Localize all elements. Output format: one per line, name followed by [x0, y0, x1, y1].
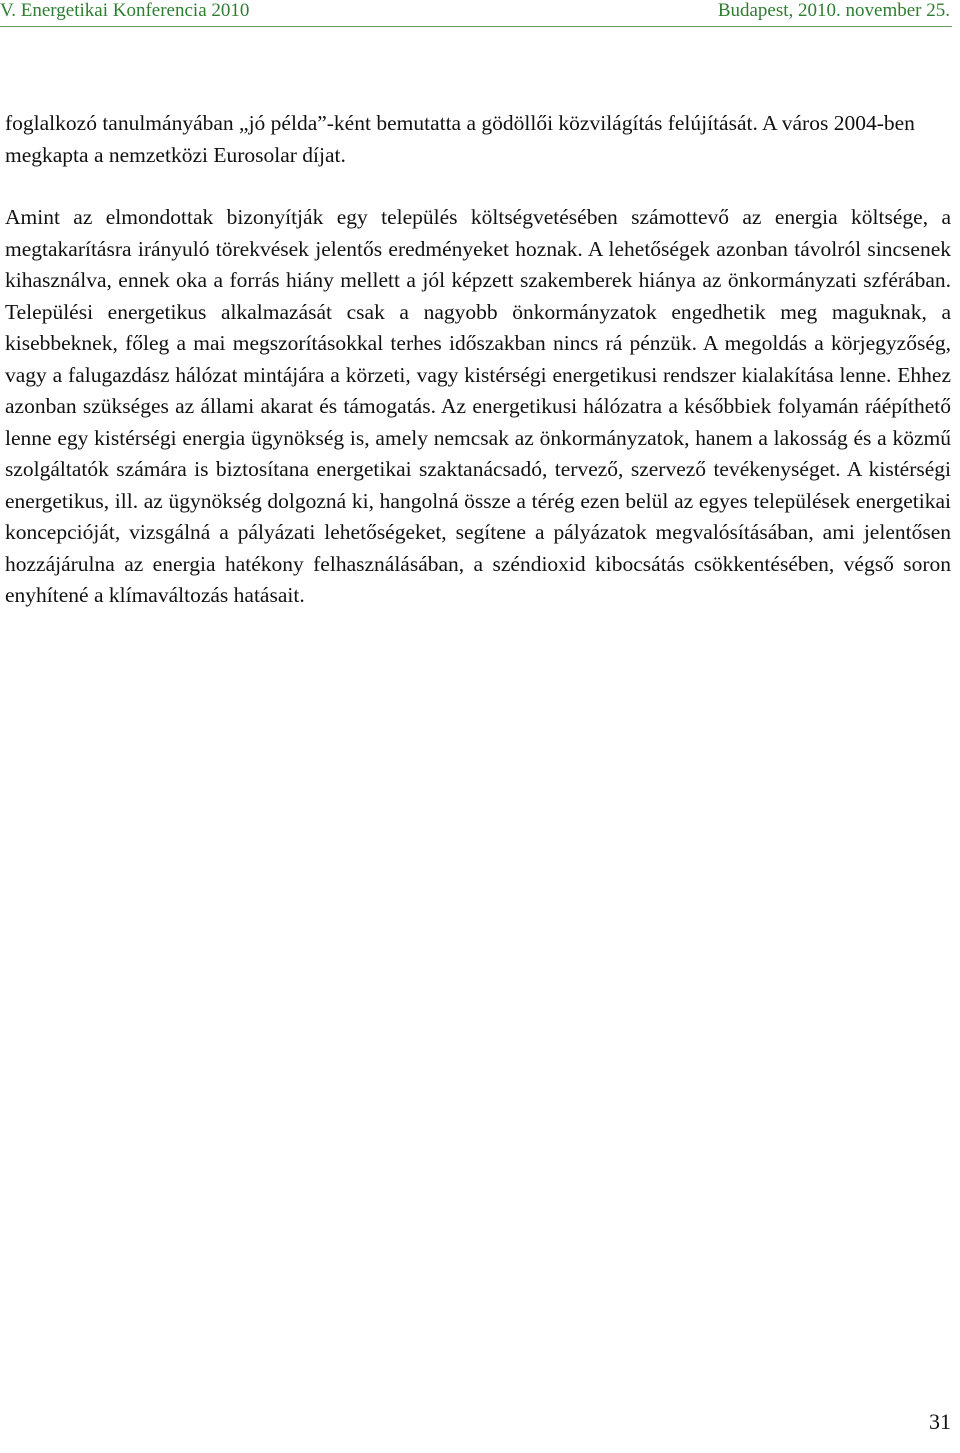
conference-title: V. Energetikai Konferencia 2010	[0, 0, 250, 21]
paragraph-main: Amint az elmondottak bizonyítják egy település költségvetésében számottevő az energia költsége, a megtakarításra irányuló törekvések jelentős eredményeket hoznak. A lehetőségek azonban távolról sincsenek kihasználva, ennek oka a forrás hiány mellett a jól képzett szakemberek hiánya az önkormányzati szférában. Települési energetikus alkalmazását csak a nagyobb önkormányzatok engedhetik meg maguknak, a kisebbeknek, főleg a mai megszorításokkal terhes időszakban nincs rá pénzük. A megoldás a körjegyzőség, vagy a falugazdász hálózat mintájára a körzeti, vagy kistérségi energetikusi rendszer kialakítása lenne. Ehhez azonban szükséges az állami akarat és támogatás. Az energetikusi hálózatra a későbbiek folyamán ráépíthető lenne egy kistérségi energia ügynökség is, amely nemcsak az önkormányzatok, hanem a lakosság és a közmű szolgáltatók számára is biztosítana energetikai szaktanácsadó, tervező, szervező tevékenységet. A kistérségi energetikus, ill. az ügynökség dolgozná ki, hangolná össze a térég ezen belül az egyes települések energetikai koncepcióját, vizsgálná a pályázati lehetőségeket, segítene a pályázatok megvalósításában, ami jelentősen hozzájárulna az energia hatékony felhasználásában, a széndioxid kibocsátás csökkentésében, végső soron enyhítené a klímaváltozás hatásait.	[5, 205, 951, 607]
running-header	[0, 0, 952, 27]
paragraph-intro: foglalkozó tanulmányában „jó példa”-ként bemutatta a gödöllői közvilágítás felújítását. A város 2004-ben megkapta a nemzetközi Eurosolar díjat.	[5, 111, 915, 167]
page-number: 31	[929, 1409, 951, 1434]
conference-date-location: Budapest, 2010. november 25.	[717, 0, 950, 21]
